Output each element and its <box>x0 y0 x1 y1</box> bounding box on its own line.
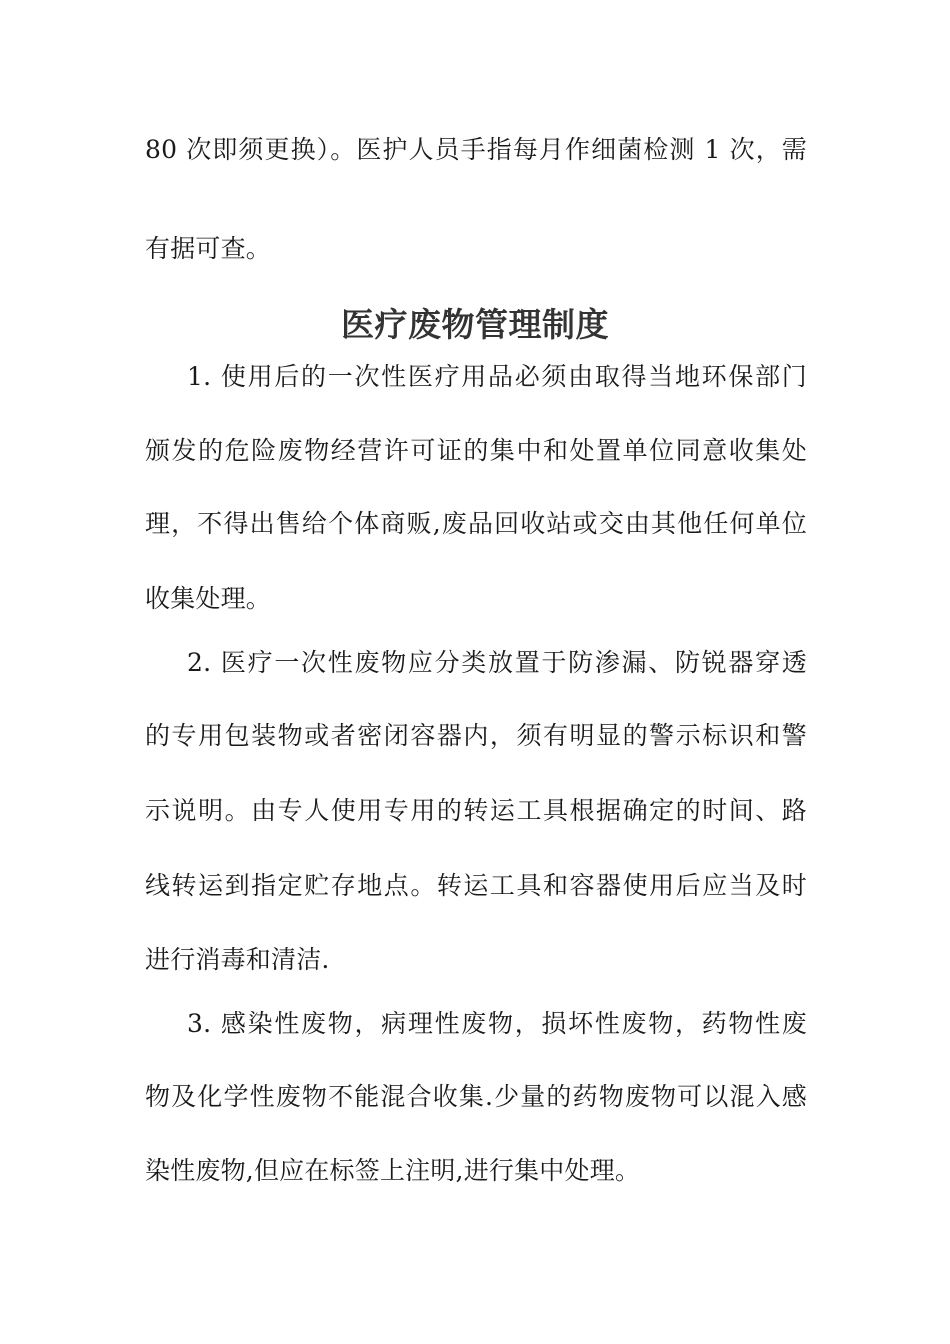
paragraph-2-line-4: 线转运到指定贮存地点。转运工具和容器使用后应当及时 <box>145 871 807 900</box>
paragraph-3-line-3: 染性废物,但应在标签上注明,进行集中处理。 <box>145 1156 641 1185</box>
section-title: 医疗废物管理制度 <box>341 305 609 344</box>
carryover-line-1: 80 次即须更换）。医护人员手指每月作细菌检测 1 次，需 <box>145 135 807 164</box>
paragraph-2-line-3: 示说明。由专人使用专用的转运工具根据确定的时间、路 <box>145 796 807 825</box>
paragraph-1-line-4: 收集处理。 <box>145 584 272 613</box>
paragraph-2-line-1: 2. 医疗一次性废物应分类放置于防渗漏、防锐器穿透 <box>187 648 807 677</box>
paragraph-2-line-2: 的专用包装物或者密闭容器内，须有明显的警示标识和警 <box>145 721 807 750</box>
paragraph-1-line-1: 1. 使用后的一次性医疗用品必须由取得当地环保部门 <box>187 362 807 391</box>
paragraph-1-line-2: 颁发的危险废物经营许可证的集中和处置单位同意收集处 <box>145 436 807 465</box>
paragraph-3-line-1: 3. 感染性废物，病理性废物，损坏性废物，药物性废 <box>187 1009 807 1038</box>
paragraph-3-line-2: 物及化学性废物不能混合收集.少量的药物废物可以混入感 <box>145 1082 807 1111</box>
paragraph-1-line-3: 理，不得出售给个体商贩,废品回收站或交由其他任何单位 <box>145 509 807 538</box>
paragraph-2-line-5: 进行消毒和清洁. <box>145 945 330 974</box>
carryover-line-2: 有据可查。 <box>145 234 272 263</box>
